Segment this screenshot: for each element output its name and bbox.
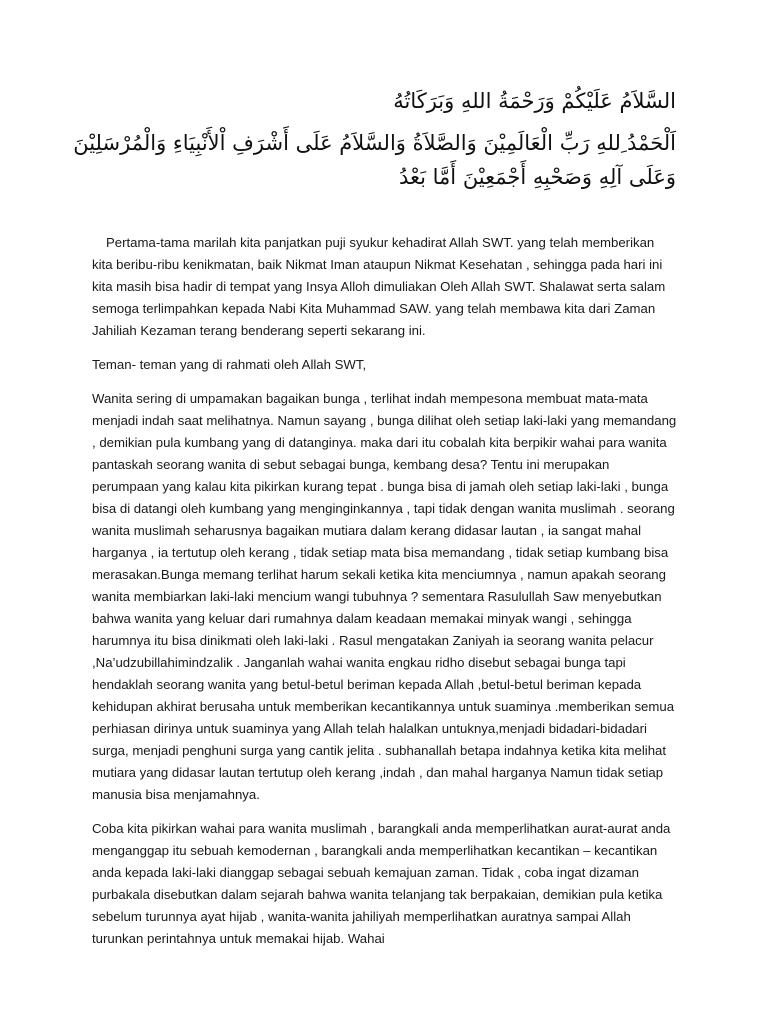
- paragraph-women-as-flowers: Wanita sering di umpamakan bagaikan bunga , terlihat indah mempesona membuat mata-mata menjadi indah saat melihatnya. Namun sayang , bunga dilihat oleh setiap laki-laki yang memandang , demikian pula kumbang yang di datanginya. maka dari itu cobalah kita berpikir wahai para wanita pantaskah seorang wanita di sebut sebagai bunga, kembang desa? Tentu ini merupakan perumpaan yang kalau kita pikirkan kurang tepat . bunga bisa di jamah oleh setiap laki-laki , bunga bisa di datangi oleh kumbang yang menginginkannya , tapi tidak dengan wanita muslimah . seorang wanita muslimah seharusnya bagaikan mutiara dalam kerang didasar lautan , ia sangat mahal harganya , ia tertutup oleh kerang , tidak setiap mata bisa memandang , tidak setiap kumbang bisa merasakan.Bunga memang terlihat harum sekali ketika kita menciumnya , namun apakah seorang wanita membiarkan laki-laki mencium wangi tubuhnya ? sementara Rasulullah Saw menyebutkan bahwa wanita yang keluar dari rumahnya dalam keadaan memakai minyak wangi , sehingga harumnya itu bisa dinikmati oleh laki-laki . Rasul mengatakan Zaniyah ia seorang wanita pelacur ,Na’udzubillahimindzalik . Janganlah wahai wanita engkau ridho disebut sebagai bunga tapi hendaklah seorang wanita yang betul-betul beriman kepada Allah ,betul-betul beriman kepada kehidupan akhirat berusaha untuk memberikan kecantikannya untuk suaminya .memberikan semua perhiasan dirinya untuk suaminya yang Allah telah halalkan untuknya,menjadi bidadari-bidadari surga, menjadi penghuni surga yang cantik jelita . subhanallah betapa indahnya ketika kita melihat mutiara yang didasar lautan tertutup oleh kerang ,indah , dan mahal harganya Namun tidak setiap manusia bisa menjamahnya.: [92, 391, 677, 802]
- paragraph-address: Teman- teman yang di rahmati oleh Allah SWT,: [92, 357, 367, 372]
- paragraph-aurat-modernity: Coba kita pikirkan wahai para wanita muslimah , barangkali anda memperlihatkan aurat-aurat anda menganggap itu sebuah kemodernan , barangkali anda memperlihatkan kecantikan – kecantikan anda kepada laki-laki dianggap sebagai sebuah kemajuan zaman. Tidak , coba ingat dizaman purbakala disebutkan dalam sejarah bahwa wanita telanjang tak berpakaian, demikian pula ketika sebelum turunnya ayat hijab , wanita-wanita jahiliyah memperlihatkan auratnya sampai Allah turunkan perintahnya untuk memakai hijab. Wahai: [92, 821, 671, 946]
- paragraph-opening-gratitude: Pertama-tama marilah kita panjatkan puji syukur kehadirat Allah SWT. yang telah memberikan kita beribu-ribu kenikmatan, baik Nikmat Iman ataupun Nikmat Kesehatan , sehingga pada hari ini kita masih bisa hadir di tempat yang Insya Alloh dimuliakan Oleh Allah SWT. Shalawat serta salam semoga terlimpahkan kepada Nabi Kita Muhammad SAW. yang telah membawa kita dari Zaman Jahiliah Kezaman terang benderang seperti sekarang ini.: [92, 235, 666, 338]
- document-body: [92, 232, 678, 962]
- arabic-greeting: السَّلاَمُ عَلَيْكُمْ وَرَحْمَةُ اللهِ وَبَرَكَاتُهُ: [393, 89, 676, 113]
- arabic-opening-praise: اَلْحَمْدُ ِللهِ رَبِّ الْعَالَمِيْنَ وَالصَّلاَةُ وَالسَّلاَمُ عَلَى أَشْرَفِ اْلأَنْبِيَاءِ وَالْمُرْسَلِيْنَ وَعَلَى آلِهِ وَصَحْبِهِ أَجْمَعِيْنَ أَمَّا بَعْدُ: [73, 131, 676, 189]
